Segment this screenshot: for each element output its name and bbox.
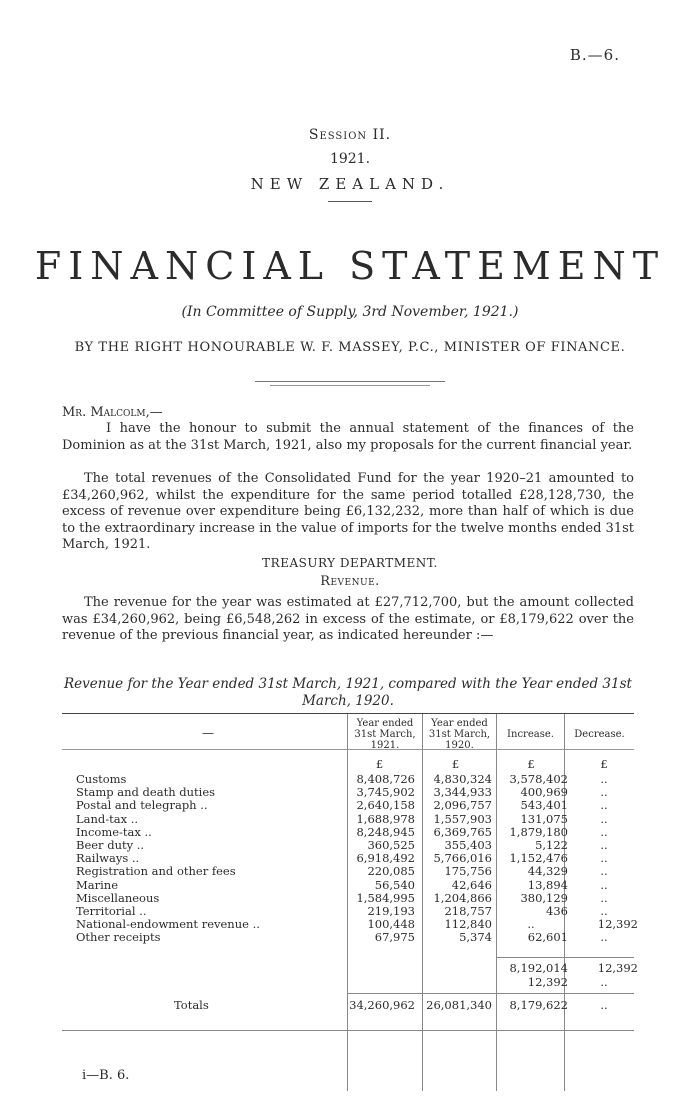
subtotal-row: 8,192,014 12,392	[509, 961, 638, 975]
paragraph-estimate: The revenue for the year was estimated at £27,712,700, but the amount collected was £34,260,962, being £6,548,262 in excess of the estimate, or £8,179,622 over the revenue of the previous financial year, as indicated hereunder :—	[62, 595, 634, 643]
column-header-decrease: Decrease.	[574, 729, 625, 740]
row-label: Territorial ..	[76, 904, 147, 918]
table-row: Postal and telegraph .. 2,640,158 2,096,757 543,401 ..	[76, 798, 608, 813]
totals-row: Totals 34,260,962 26,081,340 8,179,622 ..	[174, 998, 608, 1012]
row-label: National-endowment revenue ..	[76, 917, 260, 932]
department-heading: TREASURY DEPARTMENT.	[262, 556, 438, 570]
row-label: Railways ..	[76, 851, 140, 866]
paragraph-intro: I have the honour to submit the annual statement of the finances of the Dominion as at the 31st March, 1921, also my proposals for the current financial year.	[62, 421, 634, 453]
row-label: Marine	[76, 877, 119, 892]
row-label: Land-tax ..	[76, 811, 139, 826]
row-label: Income-tax ..	[76, 824, 152, 839]
table-row: Land-tax .. 1,688,978 1,557,903 131,075 ..	[76, 811, 608, 826]
table-row: Territorial .. 219,193 218,757 436 ..	[76, 904, 608, 918]
row-label: Miscellaneous	[76, 890, 160, 905]
column-header-increase: Increase.	[507, 729, 554, 740]
document-reference: B.—6.	[569, 46, 620, 64]
row-label: Postal and telegraph ..	[76, 798, 208, 813]
currency-row: £ £ £ £	[375, 757, 608, 771]
paragraph-revenues: The total revenues of the Consolidated Fund for the year 1920–21 amounted to £34,260,962, whilst the expenditure for the same period totalled £28,128,730, the excess of revenue over expenditure being £6,132,232, more than half of which is due to the extraordinary increase in the value of imports for the twelve months ended 31st March, 1921.	[62, 471, 634, 552]
header-rule	[328, 201, 372, 202]
table-caption: Revenue for the Year ended 31st March, 1921, compared with the Year ended 31st March, 1920.	[64, 676, 632, 709]
revenue-heading: Revenue.	[320, 574, 380, 589]
table-row: Registration and other fees 220,085 175,756 44,329 ..	[76, 864, 608, 879]
row-label: Beer duty ..	[76, 838, 145, 852]
year-label: 1921.	[329, 151, 371, 167]
less-row: 12,392 ..	[527, 975, 608, 989]
table-bottom-rule	[62, 1030, 634, 1031]
byline: BY THE RIGHT HONOURABLE W. F. MASSEY, P.C., MINISTER OF FINANCE.	[74, 340, 626, 355]
table-row: National-endowment revenue .. 100,448 112,840 .. 12,392	[76, 917, 638, 932]
table-row: Beer duty .. 360,525 355,403 5,122 ..	[76, 838, 608, 852]
table-row: Stamp and death duties 3,745,902 3,344,933 400,969 ..	[76, 785, 608, 800]
document-title: FINANCIAL STATEMENT	[34, 244, 666, 288]
row-label: Other receipts	[76, 930, 161, 945]
table-row: Income-tax .. 8,248,945 6,369,765 1,879,180 ..	[76, 824, 608, 839]
column-header-1921: Year ended 31st March, 1921.	[354, 718, 416, 751]
table-row: Customs 8,408,726 4,830,324 3,578,402 ..	[76, 772, 608, 786]
table-row: Miscellaneous 1,584,995 1,204,866 380,129 ..	[76, 890, 608, 905]
blank-column-header: —	[202, 726, 214, 740]
table-row: Railways .. 6,918,492 5,766,016 1,152,476 ..	[76, 851, 608, 866]
country-label: NEW ZEALAND.	[250, 175, 450, 193]
session-label: Session II.	[308, 127, 392, 143]
totals-rule	[347, 993, 634, 994]
table-row: Other receipts 67,975 5,374 62,601 ..	[76, 930, 608, 945]
title-rule-lower	[270, 385, 430, 386]
subtotal-rule	[497, 957, 634, 958]
document-subtitle: (In Committee of Supply, 3rd November, 1921.)	[181, 304, 519, 320]
page-footer: i—B. 6.	[82, 1068, 130, 1083]
title-rule-upper	[255, 381, 445, 382]
table-top-rule	[62, 713, 634, 714]
salutation: Mr. Malcolm,—	[62, 405, 163, 420]
row-label: Stamp and death duties	[76, 785, 216, 800]
row-label: Registration and other fees	[76, 864, 236, 879]
row-label: Customs	[76, 772, 127, 786]
totals-label: Totals	[174, 998, 209, 1012]
column-header-1920: Year ended 31st March, 1920.	[428, 718, 491, 751]
table-row: Marine 56,540 42,646 13,894 ..	[76, 877, 608, 892]
